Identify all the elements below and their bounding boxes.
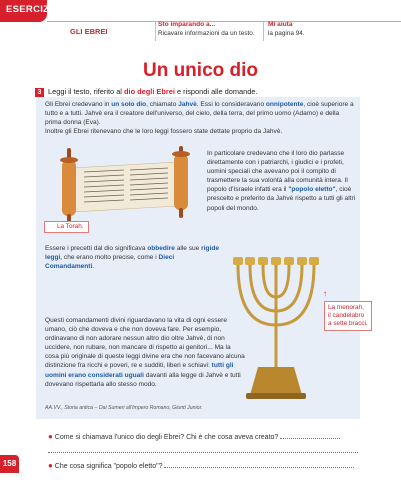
menorah-caption: La menorah, il candelabro a sette bracci. bbox=[324, 301, 372, 331]
source-citation: AA.VV., Storia antica – Dai Sumeri all'Impero Romano, Giunti Junior. bbox=[45, 405, 203, 411]
question-2: ● Che cosa significa "popolo eletto"? bbox=[48, 461, 354, 470]
exercise-instruction: Leggi il testo, riferito al dio degli Ebrei e rispondi alle domande. bbox=[48, 87, 258, 96]
bullet-icon: ● bbox=[48, 432, 53, 441]
header-divider bbox=[263, 21, 264, 41]
page-title: Un unico dio bbox=[142, 60, 259, 81]
answer-line[interactable] bbox=[48, 452, 358, 453]
help-title: Mi aiuta bbox=[268, 21, 293, 28]
exercise-tag bbox=[0, 0, 53, 22]
paragraph-1: Gli Ebrei credevano in un solo dio, chiamato Jahvè. Essi lo consideravano onnipotente, cioè superiore a tutto e a tutti. Jahvè era il creatore dell'universo, del cielo, della terra, del primo uomo (Adamo) e della prima donna (Eva). Inoltre gli Ebrei ritenevano che le loro leggi fossero state dettate proprio da Jahvè. bbox=[45, 101, 354, 136]
header-divider bbox=[155, 21, 156, 41]
answer-line[interactable] bbox=[280, 438, 340, 439]
torah-caption: La Torah. bbox=[44, 221, 89, 233]
menorah-image bbox=[228, 245, 324, 403]
help-text: la pagina 94. bbox=[268, 30, 305, 37]
bullet-icon: ● bbox=[48, 461, 53, 470]
exercise-tag-label: ESERCIZI bbox=[6, 4, 53, 15]
page-number: 158 bbox=[0, 455, 19, 473]
torah-scroll-image bbox=[50, 146, 200, 222]
learning-goal-title: Sto imparando a... bbox=[158, 21, 216, 28]
header-rule bbox=[47, 21, 401, 22]
caption-arrow-icon: ↑ bbox=[323, 289, 327, 298]
section-title: GLI EBREI bbox=[70, 27, 108, 36]
paragraph-4: Questi comandamenti divini riguardavano la vita di ogni essere umano, ciò che doveva e che non doveva fare. Per esempio, ordinavano di non adorare nessun altro dio oltre Jahvè, di non uccidere, non rubare, non mancare di rispetto ai genitori... Ma la cosa più originale di queste leggi divine era che non facevano alcuna distinzione fra ricchi e poveri, re e sudditi, liberi e schiavi: tutti gli uomini erano considerati uguali davanti alla legge di Jahvè e tutti dovevano rispettarla allo stesso modo. bbox=[45, 317, 245, 388]
question-1: ● Come si chiamava l'unico dio degli Ebrei? Chi è che cosa aveva creato? bbox=[48, 432, 340, 441]
learning-goal-text: Ricavare informazioni da un testo. bbox=[158, 30, 255, 37]
paragraph-3: Essere i precetti dal dio significava obbedire alle sue rigide leggi, che erano molto precise, come i Dieci Comandamenti. bbox=[45, 245, 219, 271]
paragraph-2: In particolare credevano che il loro dio parlasse direttamente con i patriarchi, i giudici e i profeti, uomini speciali che avevano poi il compito di trasmettere la sua volontà alla comunità intera. Il popolo d'Israele infatti era il "popolo eletto", cioè prescelto e preferito da Jahvè rispetto a tutti gli altri popoli del mondo. bbox=[207, 150, 356, 212]
answer-line[interactable] bbox=[164, 467, 354, 468]
exercise-number: 3 bbox=[35, 88, 44, 97]
